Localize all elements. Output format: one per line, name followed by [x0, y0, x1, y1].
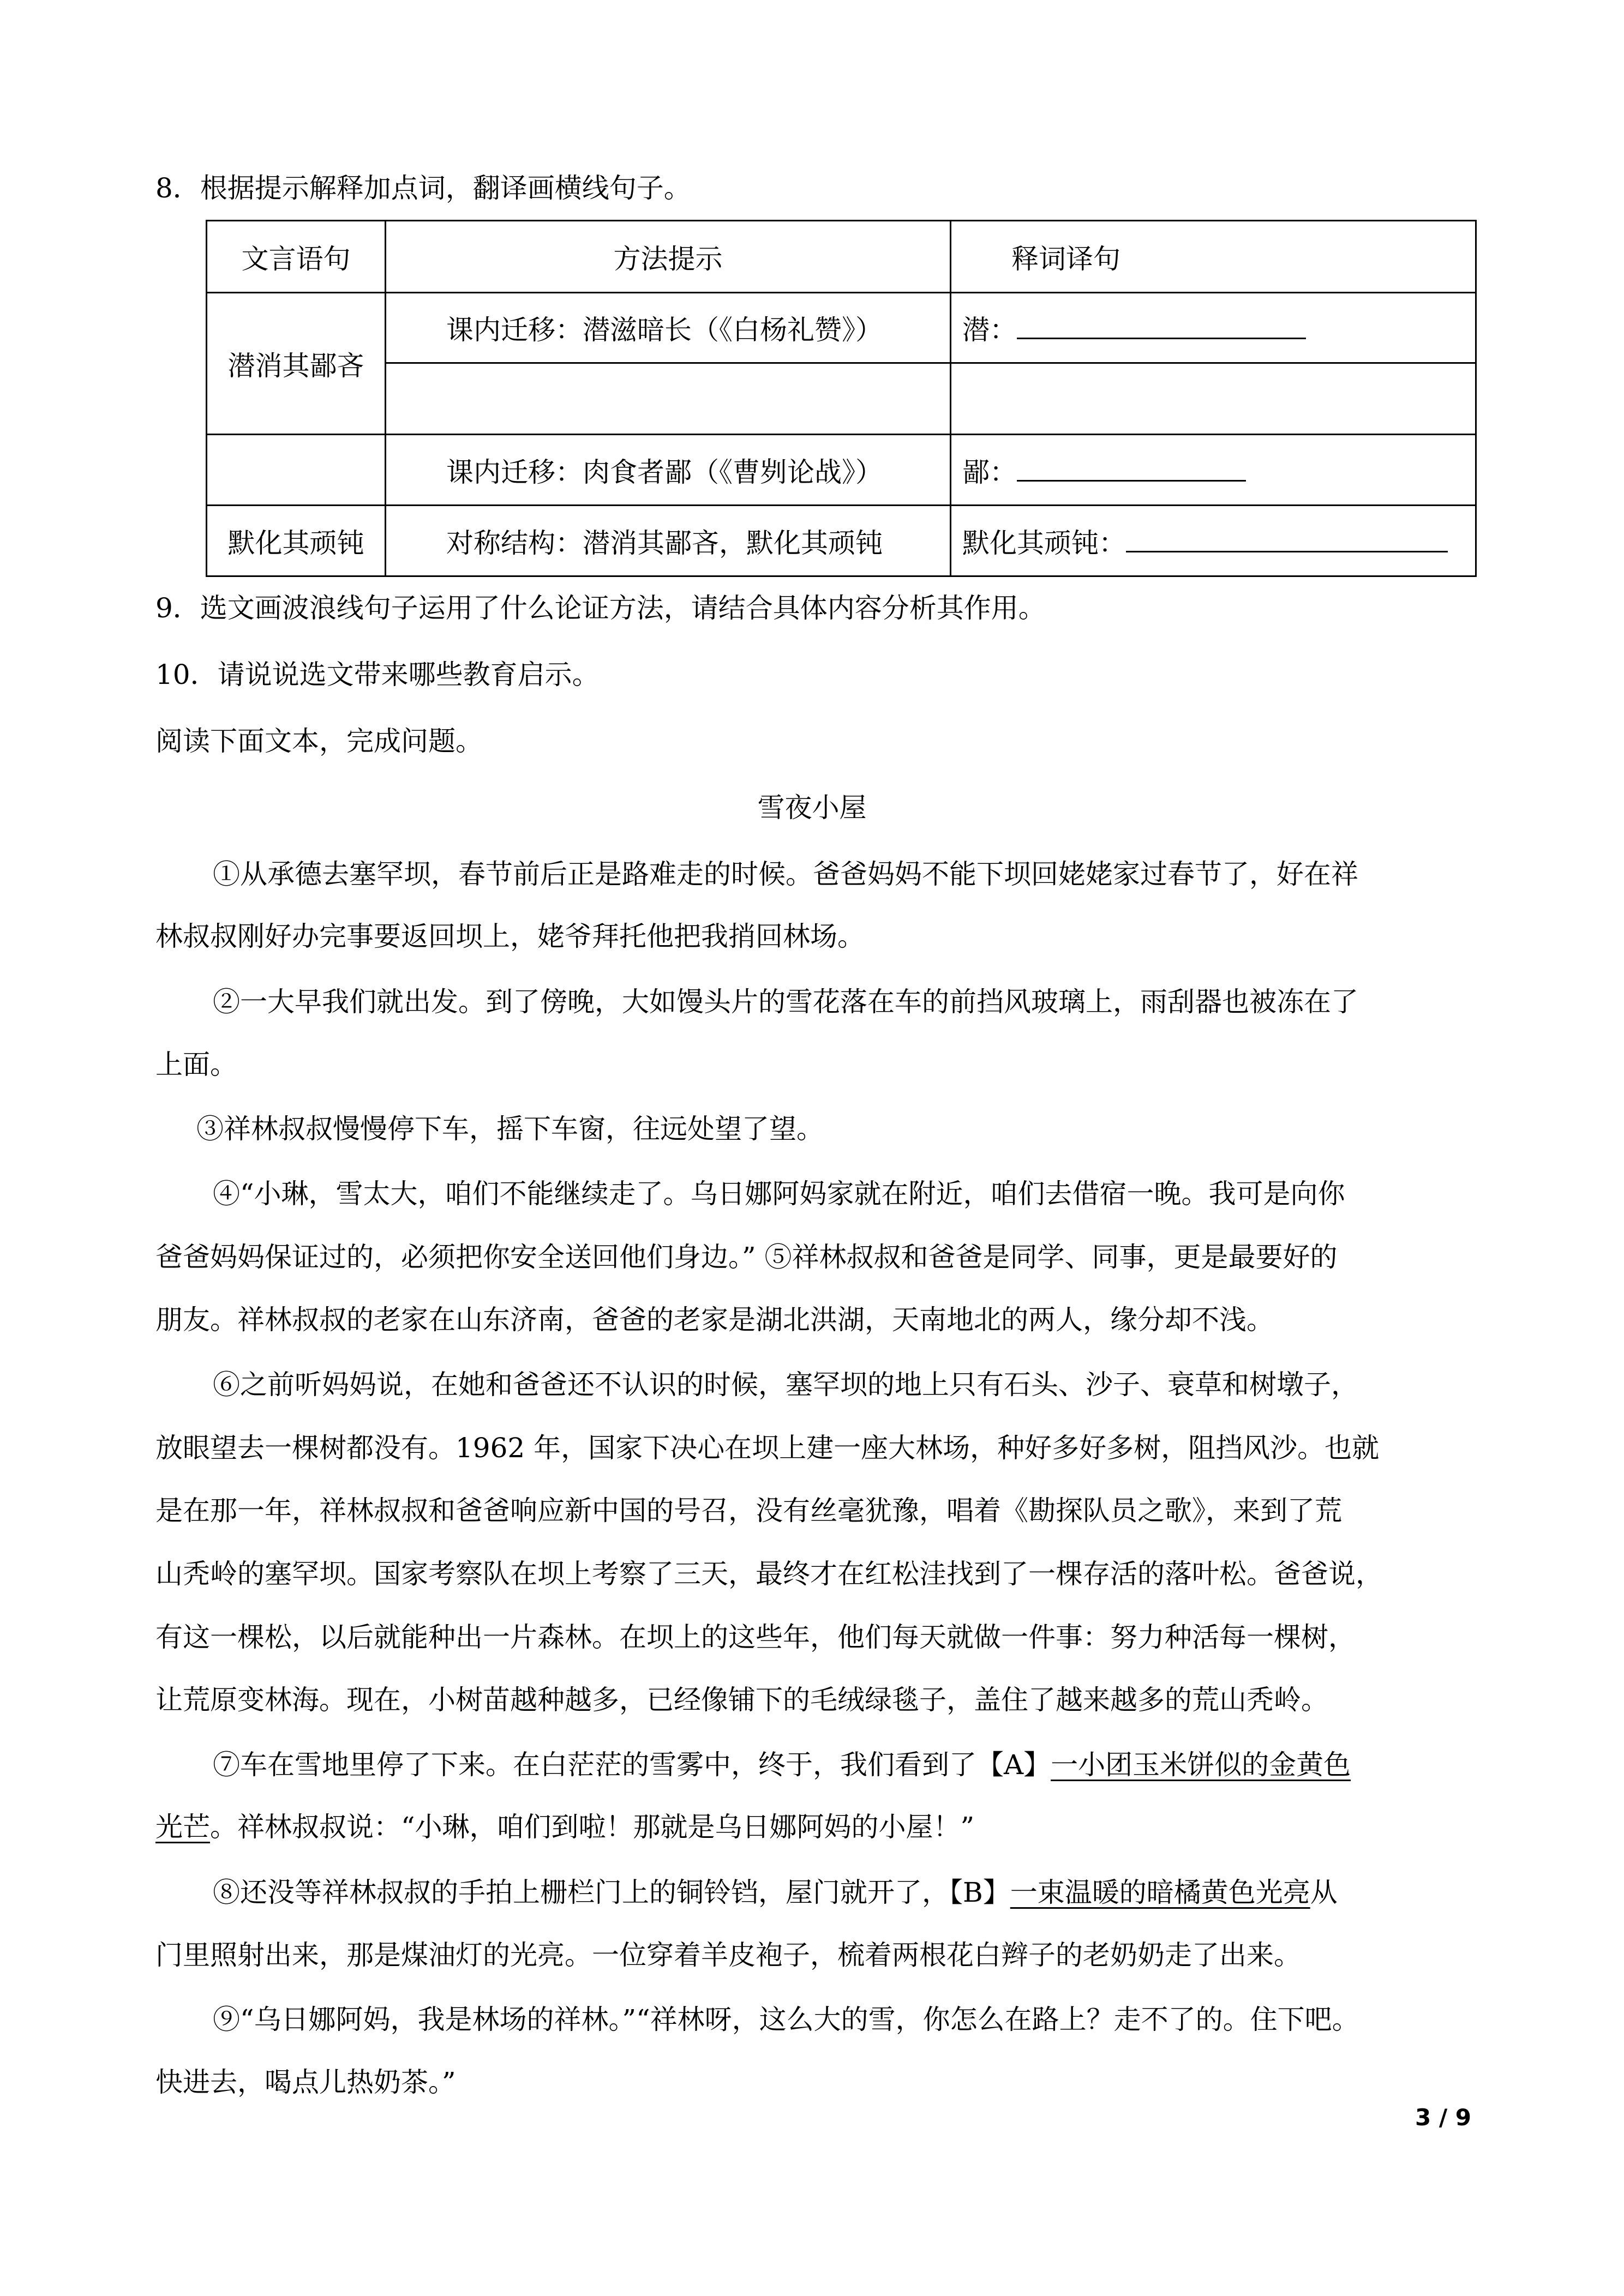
text-span: 。祥林叔叔说：“小琳，咱们到啦！那就是乌日娜阿妈的小屋！” — [210, 1811, 975, 1843]
answer-blank[interactable] — [1126, 546, 1448, 552]
paragraph-line: 山秃岭的塞罕坝。国家考察队在坝上考察了三天，最终才在红松洼找到了一棵存活的落叶松。爸爸说， — [155, 1558, 1383, 1590]
underlined-phrase-a-cont: 光芒 — [155, 1811, 210, 1843]
question-8-prompt: 8．根据提示解释加点词，翻译画横线句子。 — [155, 172, 691, 204]
paragraph-line: 有这一棵松，以后就能种出一片森林。在坝上的这些年，他们每天就做一件事：努力种活每一棵树， — [155, 1621, 1356, 1653]
text-span: ⑧还没等祥林叔叔的手拍上栅栏门上的铜铃铛，屋门就开了，【B】 — [213, 1877, 1010, 1908]
text-span: 从 — [1310, 1877, 1338, 1908]
question-10: 10．请说说选文带来哪些教育启示。 — [155, 659, 600, 690]
header-hint: 方法提示 — [386, 221, 951, 293]
hint-cell: 课内迁移：肉食者鄙（《曹刿论战》） — [386, 435, 951, 506]
paragraph-line: 放眼望去一棵树都没有。1962 年，国家下决心在坝上建一座大林场，种好多好多树，阻挡风沙。也就 — [155, 1432, 1380, 1464]
table-row — [207, 293, 1476, 363]
paragraph-line: 上面。 — [155, 1049, 237, 1080]
story-title: 雪夜小屋 — [757, 792, 867, 824]
header-answer: 释词译句 — [951, 221, 1476, 293]
question-8-table — [206, 220, 1477, 577]
table-row — [207, 506, 1476, 576]
answer-label: 潜： — [962, 314, 1017, 346]
answer-cell — [951, 506, 1476, 576]
paragraph-line: 林叔叔刚好办完事要返回坝上，姥爷拜托他把我捎回林场。 — [155, 921, 865, 952]
underlined-phrase-b: 一束温暖的暗橘黄色光亮 — [1010, 1877, 1310, 1908]
text-span: ⑦车在雪地里停了下来。在白茫茫的雪雾中，终于，我们看到了【A】 — [213, 1749, 1051, 1781]
sentence-cell: 潜消其鄙吝 — [207, 293, 386, 435]
paragraph-line: 朋友。祥林叔叔的老家在山东济南，爸爸的老家是湖北洪湖，天南地北的两人，缘分却不浅。 — [155, 1304, 1274, 1336]
paragraph-line: 让荒原变林海。现在，小树苗越种越多，已经像铺下的毛绒绿毯子，盖住了越来越多的荒山秃岭。 — [155, 1684, 1328, 1716]
question-9: 9．选文画波浪线句子运用了什么论证方法，请结合具体内容分析其作用。 — [155, 592, 1046, 624]
answer-cell — [951, 435, 1476, 506]
hint-cell: 课内迁移：潜滋暗长（《白杨礼赞》） — [386, 293, 951, 363]
paragraph-line: ②一大早我们就出发。到了傍晚，大如馒头片的雪花落在车的前挡风玻璃上，雨刮器也被冻在了 — [213, 986, 1358, 1018]
paragraph-line — [213, 1748, 1476, 1781]
paragraph-line: 快进去，喝点儿热奶茶。” — [155, 2066, 456, 2098]
paragraph-line: ①从承德去塞罕坝，春节前后正是路难走的时候。爸爸妈妈不能下坝回姥姥家过春节了，好在祥 — [213, 858, 1358, 890]
answer-blank[interactable] — [1017, 476, 1246, 482]
answer-cell-empty[interactable] — [951, 363, 1476, 435]
answer-label: 鄙： — [962, 456, 1017, 488]
answer-label: 默化其顽钝： — [962, 527, 1126, 559]
paragraph-line: ⑨“乌日娜阿妈，我是林场的祥林。”“祥林呀，这么大的雪，你怎么在路上？走不了的。住下吧。 — [213, 2004, 1359, 2035]
answer-cell — [951, 293, 1476, 363]
paragraph-line: ⑥之前听妈妈说，在她和爸爸还不认识的时候，塞罕坝的地上只有石头、沙子、衰草和树墩子， — [213, 1369, 1358, 1401]
paragraph-line: 爸爸妈妈保证过的，必须把你安全送回他们身边。” ⑤祥林叔叔和爸爸是同学、同事，更是最要好的 — [155, 1241, 1338, 1273]
underlined-phrase-a: 一小团玉米饼似的金黄色 — [1051, 1749, 1351, 1781]
paragraph-line — [155, 1811, 1476, 1843]
reading-instruction: 阅读下面文本，完成问题。 — [155, 725, 483, 757]
header-sentence: 文言语句 — [207, 221, 386, 293]
paragraph-line: 是在那一年，祥林叔叔和爸爸响应新中国的号召，没有丝毫犹豫，唱着《勘探队员之歌》，来到了荒 — [155, 1495, 1342, 1526]
paragraph-line: 门里照射出来，那是煤油灯的光亮。一位穿着羊皮袍子，梳着两根花白辫子的老奶奶走了出来。 — [155, 1939, 1301, 1971]
table-row — [207, 435, 1476, 506]
table-header-row — [207, 221, 1476, 293]
hint-cell: 对称结构：潜消其鄙吝，默化其顽钝 — [386, 506, 951, 576]
paragraph-line: ④“小琳，雪太大，咱们不能继续走了。乌日娜阿妈家就在附近，咱们去借宿一晚。我可是向你 — [213, 1178, 1345, 1210]
sentence-cell-empty — [207, 435, 386, 506]
paragraph-line: ③祥林叔叔慢慢停下车，摇下车窗，往远处望了望。 — [196, 1113, 824, 1145]
sentence-cell: 默化其顽钝 — [207, 506, 386, 576]
table-row — [207, 363, 1476, 435]
page-number: 3 / 9 — [1415, 2104, 1471, 2131]
hint-cell-empty — [386, 363, 951, 435]
paragraph-line — [213, 1876, 1476, 1909]
answer-blank[interactable] — [1017, 333, 1306, 339]
